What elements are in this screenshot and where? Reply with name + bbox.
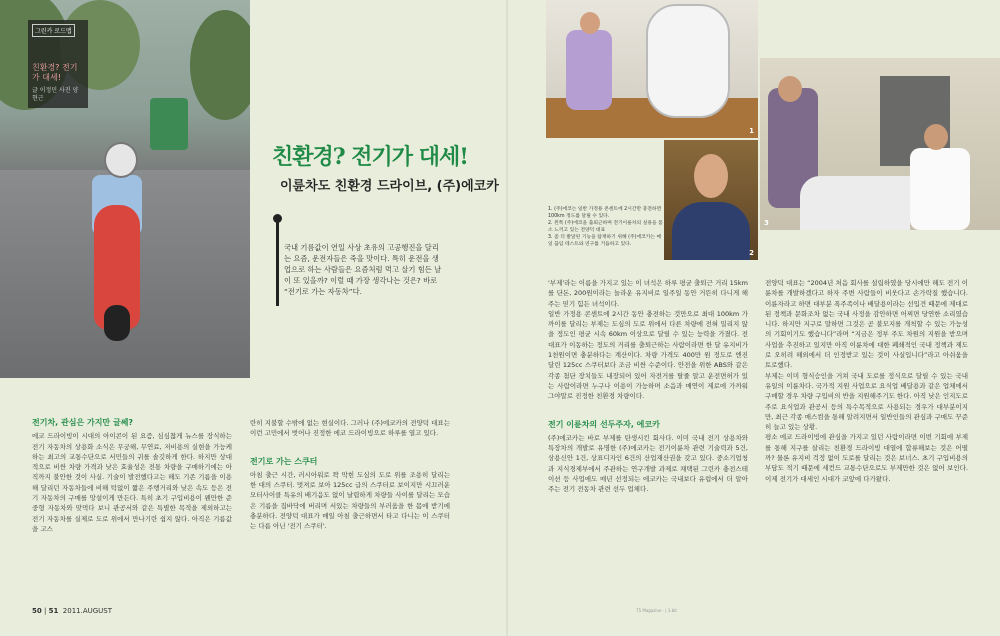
section-tag-label: 그린카 로드맵 [32, 24, 75, 37]
photo-captions [548, 206, 663, 248]
scooter-rider-photo [0, 0, 250, 378]
photo-number-1: 1 [749, 127, 754, 135]
section-tag-headline: 친환경? 전기가 대세! [32, 63, 78, 82]
section-tag [28, 20, 88, 108]
page-number-right: 51 [48, 607, 59, 615]
column-4 [765, 278, 968, 484]
column-3-heading: 전기 이륜차의 선두주자, 에코카 [548, 419, 660, 429]
page-number-left: 50 [32, 607, 42, 615]
column-1-text: 에코 드라이빙이 시대의 아이콘이 된 요즘, 심심찮게 뉴스를 장식하는 전기 자동차의 상용화 소식은 무궁해, 무연료, 저비용의 실현을 가능케 하는 최고의 교통수단으로 서민들의 귀를 솔깃하게 한다. 하지만 상대적으로 비싼 차량 가격과 낮은 효율성은 전통 차량을 구매하기에는 아직까지 불안한 것이 사실. 기술이 발전했다고는 해도 기존 기름을 이용해 달리던 자동차들에 비해 턱없이 짧은 주행거리와 낮은 속도 등은 전기 자동차의 구매를 망설이게 만든다. 특히 초기 구입비용이 웬만한 준중형 자동차와 맞먹다 보니 관공서와 같은 특별한 목적을 제외하고는 전기 자동차를 실제로 도로 위에서 만나기란 쉽지 않다. 아직은 기름값을 고스 [32, 432, 232, 533]
article-subtitle: 이륜차도 친환경 드라이브, (주)에코카 [280, 179, 499, 194]
column-1-heading: 전기차, 관심은 가지만 글쎄? [32, 418, 134, 427]
column-3 [548, 278, 748, 495]
column-2-text-a: 란히 지불할 수밖에 없는 현실이다. 그러나 (주)에코카의 전양덕 대표는 이런 고민에서 벗어나 진정한 에코 드라이빙으로 하루를 열고 있다. [250, 419, 450, 438]
column-2-text-b: 아침 출근 시간, 러시아워로 꽉 막힌 도심의 도로 위를 조용히 달리는 한 대의 스쿠터. 멋져로 보아 125cc 급의 스쿠터로 보이지만 시끄러운 모터사이클 특유의 배기음도 없이 날렵하게 차량들 사이를 달리는 모습은 기름을 집바닥에 버리며 서있는 차량들의 부러움을 한 몸에 받기에 충분하다. 전양덕 대표가 매일 아침 출근하면서 타고 다니는 이 스쿠터는 다름 아닌 '전기 스쿠터'. [250, 470, 450, 531]
photo-number-2: 2 [749, 249, 754, 257]
page-gutter [506, 0, 508, 636]
caption-3: 3. 좀 더 발달된 기능을 탑재하기 위해 (주)에코카는 매일 끊임 테스트와 연구를 거듭하고 있다. [548, 235, 662, 247]
photo-1-scooter-charging [546, 0, 758, 138]
issue-date: 2011.AUGUST [62, 607, 112, 615]
photo-3-lab-testing [760, 58, 1000, 230]
column-2 [250, 418, 450, 532]
column-1 [32, 418, 232, 534]
photo-2-ceo-portrait [664, 140, 758, 260]
article-title: 친환경? 전기가 대세! [272, 144, 468, 170]
caption-1: 1. (주)에코는 일반 가정용 콘센트에 2시간만 충전하면 100km 정도를 달릴 수 있다. [548, 207, 662, 219]
page-footer [32, 607, 112, 615]
article-header [262, 140, 532, 194]
magazine-mark: 75 Magazine · | 3.bit [636, 608, 677, 613]
article-lead: 국내 기름값이 연일 사상 초유의 고공행진을 달리는 요즘, 운전자들은 죽을 맛이다. 특히 운전을 생업으로 하는 사람들은 요즘처럼 먹고 살기 힘든 날이 또 있을까? 이럴 때 가장 생각나는 것은? 바로 “전기로 가는 자동차”다. [284, 243, 442, 296]
page-separator: | [43, 607, 47, 615]
column-3-text-a: '부제'라는 이름을 가지고 있는 이 녀석은 하루 평균 출퇴근 거리 15km를 단돈, 200원이라는 놀라운 유지비로 일주일 동안 거뜬히 다니게 해주는 믿기 힘든 녀석이다. [548, 279, 748, 308]
section-tag-byline: 글 이정민 사진 양현근 [32, 87, 79, 102]
bus-shape [150, 98, 188, 150]
column-2-heading: 전기로 가는 스쿠터 [250, 456, 318, 466]
photo-number-3: 3 [764, 219, 769, 227]
column-3-text-b: 일반 가정용 콘센트에 2시간 동안 충전하는 것만으로 최대 100km 가까이를 달리는 부제는 도심의 도로 위에서 다른 차량에 전혀 밀리지 않을 정도인 평균 시속 60km 이상으로 달릴 수 있는 능력을 가졌다. 전 대표가 이동하는 정도의 거리를 출퇴근하는 사람이라면 한 달 유지비가 1천원이면 충분하다는 계산이다. 차량 가격도 400만 원 정도로 엔진 달린 125cc 스쿠터보다 조금 비싼 수준이다. 안전을 위한 ABS와 같은 각종 첨단 장치들도 내장되어 있어 자전거를 탈줄 알고 운전면허가 있는 사람이라면 누구나 이용이 가능하며 소음과 매연이 제로에 가까워 그야말로 진정한 친환경 차량이다. [548, 309, 748, 401]
column-4-text: 전양덕 대표는 “2004년 처음 회사를 설립하였을 당시에만 해도 전기 이륜차를 개발하겠다고 하자 주변 사람들이 비웃다고 손가락질 했습니다. 이륜자라고 하면 대부분 폭주족이나 배달용이라는 선입견 때문에 제대로 된 정책과 문화조차 없는 국내 사정을 감안하면 어찌면 당연한 소리였습니다. 하지만 지구로 말하면 그것은 곧 불모지를 개척할 수 있는 가능성의 기회이기도 했습니다”라며 “지금은 정부 주도 차원의 지원을 받으며 사업을 추진하고 있지만 아직 이륜차에 대한 폐쇄적인 국내 정책과 제도로 오히려 해외에서 더 인정받고 있는 것이 사실입니다”라고 아쉬움을 토로했다. 부제는 이미 형식승인을 거쳐 국내 도로를 정식으로 달릴 수 있는 국내 유일의 이륜차다. 국가적 지원 사업으로 요식업 배달용과 같은 업체에서 구매할 경우 차량 구입비의 반을 지원해주기도 한다. 아직 낮은 인지도로 주로 요식업과 관공서 등의 특수목적으로 사용되는 경우가 대부분이지만, 최근 각종 매스컴을 통해 알려지면서 일반인들의 관심과 구매도 꾸준히 늘고 있는 상황. 평소 에코 드라이빙에 관심을 가지고 있던 사람이라면 이번 기회에 부제를 통해 지구를 살리는 친환경 드라이빙 대열에 합류해보는 것은 어떨까? 물론 유지비 걱정 없이 도로를 달리는 것은 보너스. 초기 구입비용의 부담도 적기 때문에 세컨드 교통수단으로도 부제만한 것은 없어 보인다. 이제 전기가 대세인 시대가 코앞에 다가왔다. [765, 279, 968, 483]
caption-2: 2. 왼쪽 (주)에코을 출퇴근하며 전기이륜차의 실용을 몸소 느끼고 있는 전양덕 대표 [548, 221, 663, 233]
lead-rule [276, 216, 279, 306]
column-3-text-c: (주)에코카는 바로 부제를 탄생시킨 회사다. 이미 국내 전기 상용차와 특장차의 개발로 유명한 (주)에코카는 전기이륜차 관련 기술력과 5건, 상용신안 1건, 상표디자인 6건의 산업재산권을 갖고 있다. 중소기업청과 지식경제부에서 주관하는 연구개발 과제로 채택된 그린카 충전스테이션 등 사업에도 매년 선정되는 에코카는 국내보다 유럽에서 더 알아주는 전기 전동차 관련 선두 업체다. [548, 433, 748, 494]
